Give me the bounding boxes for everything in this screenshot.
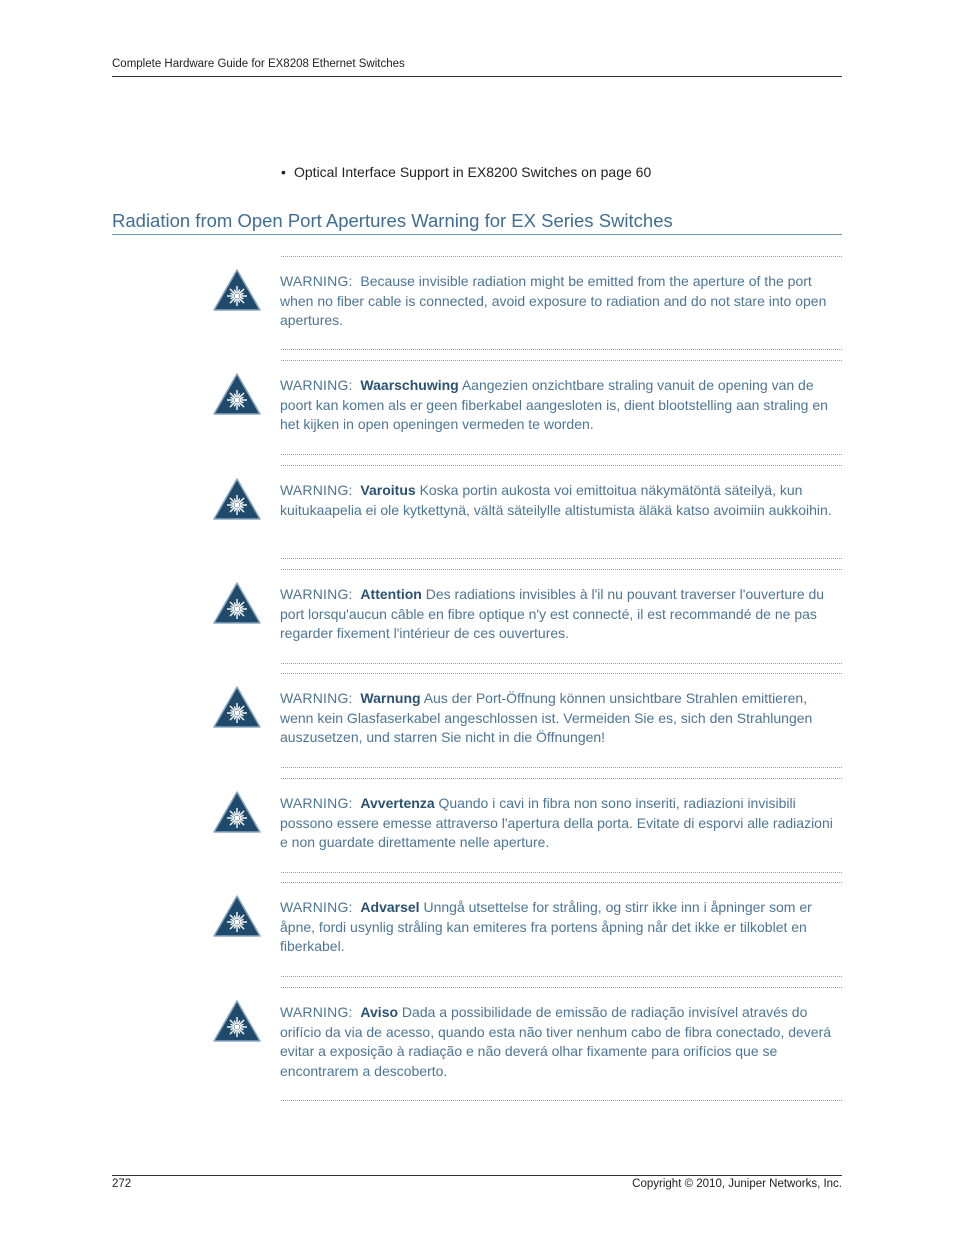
- warning-top-rule: [281, 256, 842, 257]
- warning-text: [280, 376, 843, 435]
- warning-top-rule: [281, 987, 842, 988]
- warning-text: [280, 585, 843, 644]
- warning-language-word: Advarsel: [360, 899, 420, 915]
- warning-bottom-rule: [281, 767, 842, 768]
- warning-label: WARNING:: [280, 1004, 353, 1020]
- warning-bottom-rule: [281, 872, 842, 873]
- warning-language-word: Aviso: [360, 1004, 399, 1020]
- running-header: Complete Hardware Guide for EX8208 Ethernet Switches: [112, 58, 405, 70]
- warning-label: WARNING:: [280, 377, 353, 393]
- laser-radiation-warning-icon: [212, 790, 262, 834]
- warning-label: WARNING:: [280, 273, 353, 289]
- warning-top-rule: [281, 465, 842, 466]
- copyright: Copyright © 2010, Juniper Networks, Inc.: [632, 1178, 842, 1190]
- warning-body: Unngå utsettelse for stråling, og stirr ikke inn i åpninger som er åpne, fordi usynlig stråling kan emiteres fra portens åpning når det ikke er tilkoblet en fiberkabel.: [280, 899, 812, 955]
- section-title-rule: [112, 234, 842, 235]
- warning-language-word: Avvertenza: [360, 795, 435, 811]
- header-rule: [112, 76, 842, 77]
- warning-bottom-rule: [281, 454, 842, 455]
- warning-top-rule: [281, 673, 842, 674]
- warning-text: [280, 689, 843, 748]
- warning-text: [280, 794, 843, 853]
- warning-language-word: Warnung: [360, 690, 421, 706]
- warning-label: WARNING:: [280, 482, 353, 498]
- warning-label: WARNING:: [280, 899, 353, 915]
- warning-body: Aus der Port-Öffnung können unsichtbare Strahlen emittieren, wenn kein Glasfaserkabel angeschlossen ist. Vermeiden Sie es, sich den Strahlungen auszusetzen, und starren Sie nicht in die Öffnungen!: [280, 690, 813, 746]
- warning-text: [280, 1003, 843, 1081]
- warning-bottom-rule: [281, 349, 842, 350]
- warning-body: Koska portin aukosta voi emittoitua näkymätöntä säteilyä, kun kuitukaapelia ei ole kytkettynä, vältä säteilylle altistumista äläkä katso avoimiin aukkoihin.: [280, 482, 832, 518]
- warning-body: Aangezien onzichtbare straling vanuit de opening van de poort kan komen als er geen fiberkabel aangesloten is, dient blootstelling aan straling en het kijken in open openingen vermeden te worden.: [280, 377, 828, 433]
- warning-body: Dada a possibilidade de emissão de radiação invisível através do orifício da via de acesso, quando esta não tiver nenhum cabo de fibra conectado, deverá evitar a exposição à radiação e não deverá olhar fixamente para orifícios que se encontrarem a descoberto.: [280, 1004, 832, 1079]
- related-topic-link: Optical Interface Support in EX8200 Switches on page 60: [294, 164, 652, 180]
- laser-radiation-warning-icon: [212, 685, 262, 729]
- laser-radiation-warning-icon: [212, 999, 262, 1043]
- warning-bottom-rule: [281, 1100, 842, 1101]
- warning-label: WARNING:: [280, 586, 353, 602]
- warning-top-rule: [281, 882, 842, 883]
- warning-language-word: Varoitus: [360, 482, 416, 498]
- laser-radiation-warning-icon: [212, 268, 262, 312]
- warning-top-rule: [281, 360, 842, 361]
- laser-radiation-warning-icon: [212, 477, 262, 521]
- bullet-dot: •: [281, 164, 286, 180]
- warning-body: Des radiations invisibles à l'il nu pouvant traverser l'ouverture du port lorsqu'aucun câble en fibre optique n'y est connecté, il est recommandé de ne pas regarder fixement l'intérieur de ces ouvertures.: [280, 586, 825, 642]
- warning-body: Quando i cavi in fibra non sono inseriti, radiazioni invisibili possono essere emesse attraverso l'apertura della porta. Evitate di esporvi alle radiazioni e non guardate direttamente nelle aperture.: [280, 795, 833, 851]
- warning-language-word: Waarschuwing: [360, 377, 459, 393]
- laser-radiation-warning-icon: [212, 581, 262, 625]
- warning-body: Because invisible radiation might be emitted from the aperture of the port when no fiber cable is connected, avoid exposure to radiation and do not stare into open apertures.: [280, 273, 827, 329]
- warning-label: WARNING:: [280, 690, 353, 706]
- laser-radiation-warning-icon: [212, 894, 262, 938]
- warning-text: [280, 272, 843, 331]
- footer-rule: [112, 1175, 842, 1176]
- warning-text: [280, 481, 843, 520]
- section-title: Radiation from Open Port Apertures Warning for EX Series Switches: [112, 210, 673, 231]
- warning-bottom-rule: [281, 558, 842, 559]
- page-number: 272: [112, 1178, 132, 1190]
- warning-bottom-rule: [281, 976, 842, 977]
- related-topic-bullet: [281, 164, 651, 180]
- warning-top-rule: [281, 569, 842, 570]
- laser-radiation-warning-icon: [212, 372, 262, 416]
- warning-top-rule: [281, 778, 842, 779]
- warning-bottom-rule: [281, 663, 842, 664]
- warning-label: WARNING:: [280, 795, 353, 811]
- warning-language-word: Attention: [360, 586, 422, 602]
- warning-text: [280, 898, 843, 957]
